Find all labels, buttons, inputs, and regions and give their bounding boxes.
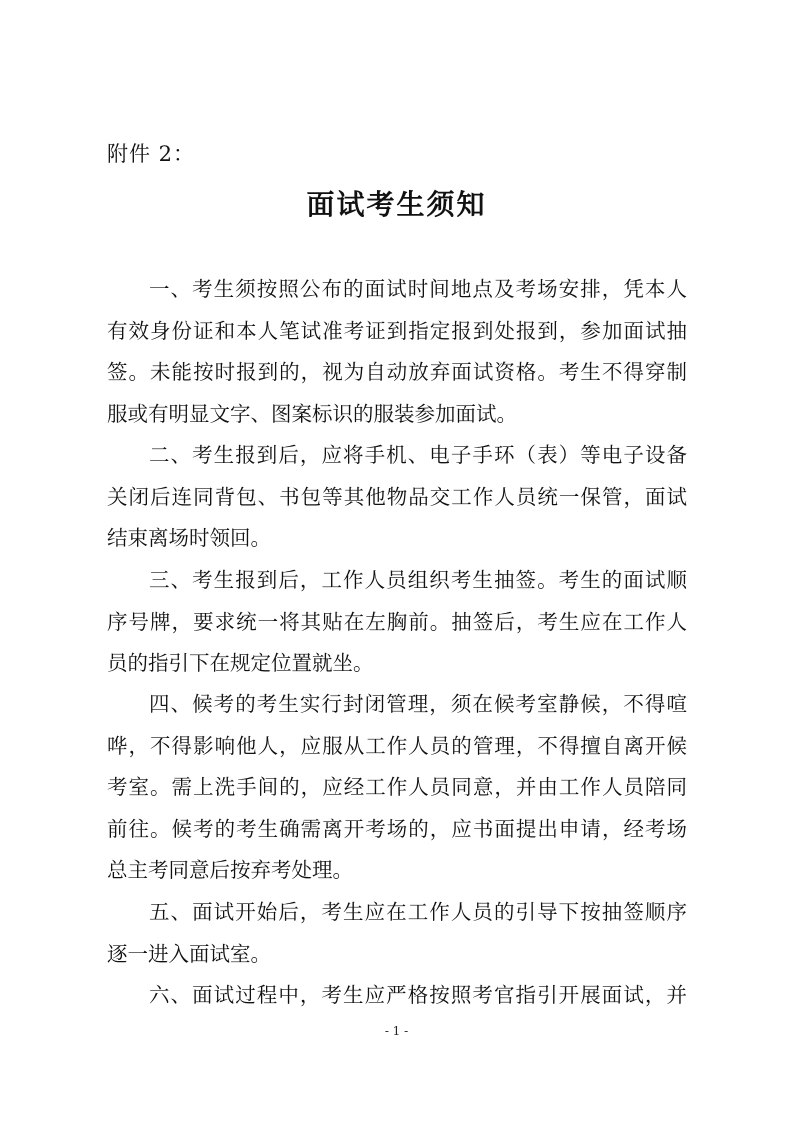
- paragraph-2: [107, 435, 687, 560]
- paragraph-4: [107, 684, 687, 892]
- paragraph-line: 逐一进入面试室。: [107, 941, 271, 966]
- paragraph-line: 服或有明显文字、图案标识的服装参加面试。: [107, 401, 517, 426]
- paragraph-line: 一、考生须按照公布的面试时间地点及考场安排，凭本人: [149, 277, 687, 301]
- page-number: - 1 -: [384, 1024, 409, 1038]
- paragraph-line: 员的指引下在规定位置就坐。: [107, 651, 374, 675]
- paragraph-line: 四、候考的考生实行封闭管理，须在候考室静候，不得喧: [149, 692, 687, 716]
- paragraph-line: 二、考生报到后，应将手机、电子手环（表）等电子设备: [149, 443, 687, 467]
- paragraph-line: 三、考生报到后，工作人员组织考生抽签。考生的面试顺: [149, 568, 687, 592]
- paragraph-1: [107, 269, 687, 435]
- document-title: 面试考生须知: [306, 188, 487, 221]
- paragraph-line: 六、面试过程中，考生应严格按照考官指引开展面试，并: [149, 983, 687, 1007]
- paragraph-line: 五、面试开始后，考生应在工作人员的引导下按抽签顺序: [149, 900, 687, 924]
- paragraph-line: 签。未能按时报到的，视为自动放弃面试资格。考生不得穿制: [107, 360, 687, 384]
- paragraph-5: [107, 892, 687, 975]
- paragraph-line: 有效身份证和本人笔试准考证到指定报到处报到，参加面试抽: [107, 318, 687, 343]
- paragraph-line: 结束离场时领回。: [107, 526, 271, 550]
- paragraph-line: 关闭后连同背包、书包等其他物品交工作人员统一保管，面试: [107, 484, 687, 509]
- paragraph-line: 序号牌，要求统一将其贴在左胸前。抽签后，考生应在工作人: [107, 609, 687, 634]
- paragraph-line: 哗，不得影响他人，应服从工作人员的管理，不得擅自离开候: [107, 733, 687, 758]
- attachment-label: 附件 2：: [107, 142, 196, 166]
- paragraph-6: [107, 975, 687, 1017]
- paragraph-line: 考室。需上洗手间的，应经工作人员同意，并由工作人员陪同: [107, 775, 687, 799]
- paragraph-3: [107, 560, 687, 685]
- paragraph-line: 前往。候考的考生确需离开考场的，应书面提出申请，经考场: [107, 816, 687, 841]
- paragraph-line: 总主考同意后按弃考处理。: [107, 858, 353, 882]
